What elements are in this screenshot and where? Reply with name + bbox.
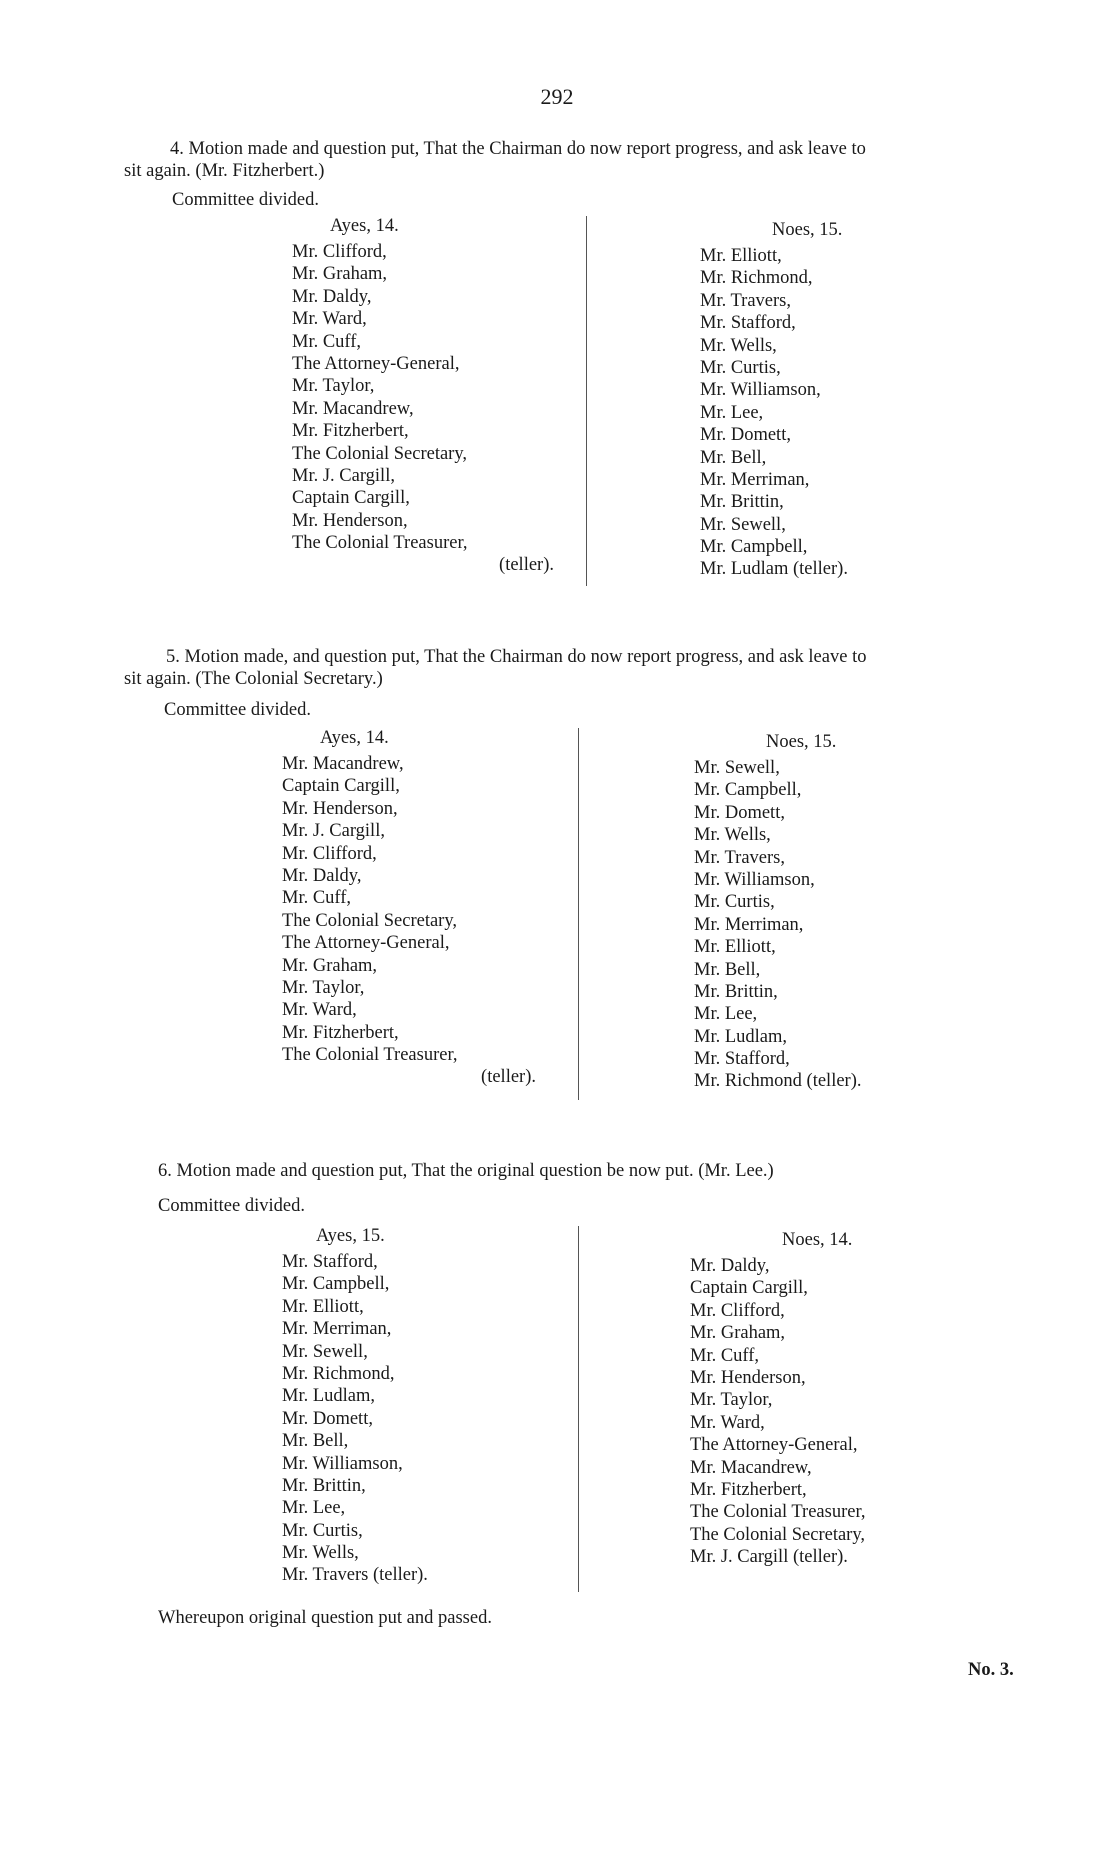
- noes-column: [700, 220, 960, 581]
- division-label: Committee divided.: [164, 700, 311, 720]
- noes-column: [690, 1230, 952, 1568]
- member-name: Mr. Fitzherbert,: [690, 1479, 807, 1500]
- teller-note: (teller).: [499, 555, 554, 576]
- member-name: Mr. Travers (teller).: [282, 1565, 428, 1586]
- member-name: Mr. Henderson,: [292, 510, 408, 531]
- motion-text: [158, 1160, 774, 1182]
- ayes-heading: Ayes, 14.: [320, 728, 389, 748]
- motion-text-line: 4. Motion made and question put, That the Chairman do now report progress, and ask leave to: [170, 139, 866, 159]
- member-name: The Colonial Treasurer,: [690, 1502, 866, 1523]
- member-name: Mr. Curtis,: [694, 892, 775, 913]
- motion-text: [124, 138, 866, 182]
- noes-heading: Noes, 15.: [772, 220, 843, 240]
- teller-note: (teller).: [481, 1067, 536, 1088]
- ayes-heading: Ayes, 15.: [316, 1226, 385, 1246]
- member-name: Mr. Wells,: [694, 825, 771, 846]
- member-name: The Attorney-General,: [282, 933, 450, 954]
- member-name: Mr. Williamson,: [694, 869, 815, 890]
- member-name: Mr. Sewell,: [282, 1341, 368, 1362]
- motion-text-line: sit again. (Mr. Fitzherbert.): [124, 161, 325, 181]
- noes-heading: Noes, 14.: [782, 1230, 853, 1250]
- member-name: Mr. Richmond,: [282, 1363, 395, 1384]
- member-name: Mr. Clifford,: [292, 242, 387, 262]
- column-divider: [578, 728, 579, 1100]
- member-name: Captain Cargill,: [690, 1278, 808, 1299]
- member-name: Mr. Taylor,: [690, 1390, 773, 1411]
- member-name: Mr. Campbell,: [700, 537, 808, 558]
- member-name: Mr. J. Cargill (teller).: [690, 1547, 848, 1568]
- noes-list: [690, 1255, 952, 1568]
- ayes-list: [282, 1251, 532, 1587]
- member-name: The Colonial Secretary,: [690, 1524, 866, 1545]
- member-name: Mr. J. Cargill,: [292, 465, 395, 486]
- ayes-column: [292, 216, 554, 577]
- member-name: Mr. Merriman,: [700, 469, 810, 490]
- motion-text-line: 5. Motion made, and question put, That the Chairman do now report progress, and ask leave to: [166, 647, 867, 667]
- ayes-list: [282, 753, 536, 1066]
- member-name: Mr. Stafford,: [700, 313, 796, 334]
- member-name: Mr. Travers,: [694, 847, 785, 868]
- member-name: Mr. Clifford,: [282, 843, 377, 864]
- member-name: Mr. Merriman,: [694, 914, 804, 935]
- column-divider: [586, 216, 587, 586]
- member-name: Mr. Daldy,: [292, 286, 372, 307]
- member-name: Mr. Ludlam,: [282, 1386, 376, 1407]
- column-divider: [578, 1226, 579, 1592]
- member-name: Mr. Brittin,: [694, 981, 778, 1002]
- page-number: 292: [540, 84, 574, 109]
- member-name: Mr. Bell,: [694, 959, 761, 980]
- member-name: Mr. Williamson,: [700, 380, 821, 401]
- member-name: Mr. Daldy,: [282, 865, 362, 886]
- motion-text: [124, 646, 866, 690]
- member-name: The Attorney-General,: [690, 1435, 858, 1456]
- member-name: Mr. Sewell,: [700, 514, 786, 535]
- member-name: The Colonial Secretary,: [292, 443, 468, 464]
- member-name: The Colonial Secretary,: [282, 910, 458, 931]
- member-name: Mr. Ludlam,: [694, 1026, 788, 1047]
- member-name: Mr. Taylor,: [292, 376, 375, 397]
- member-name: Mr. Ward,: [690, 1412, 765, 1433]
- member-name: Mr. Domett,: [694, 802, 785, 823]
- member-name: Mr. Stafford,: [694, 1049, 790, 1070]
- member-name: Mr. Ward,: [282, 1000, 357, 1021]
- member-name: Mr. Macandrew,: [282, 754, 404, 774]
- closing-statement: Whereupon original question put and passed.: [158, 1608, 492, 1628]
- member-name: Mr. Henderson,: [282, 798, 398, 819]
- noes-column: [694, 732, 954, 1093]
- member-name: Mr. Graham,: [690, 1323, 786, 1344]
- member-name: Mr. Travers,: [700, 290, 791, 311]
- member-name: Mr. Wells,: [282, 1543, 359, 1564]
- noes-heading: Noes, 15.: [766, 732, 837, 752]
- member-name: Mr. Cuff,: [282, 888, 352, 909]
- member-name: Mr. Elliott,: [700, 246, 782, 266]
- member-name: Mr. Brittin,: [282, 1475, 366, 1496]
- member-name: Mr. Merriman,: [282, 1319, 392, 1340]
- member-name: The Attorney-General,: [292, 353, 460, 374]
- noes-list: [694, 757, 954, 1093]
- member-name: Mr. J. Cargill,: [282, 821, 385, 842]
- noes-list: [700, 245, 960, 581]
- member-name: Mr. Lee,: [694, 1004, 758, 1025]
- member-name: Mr. Bell,: [700, 447, 767, 468]
- division-label: Committee divided.: [158, 1196, 305, 1216]
- member-name: Mr. Graham,: [282, 955, 378, 976]
- member-name: Mr. Taylor,: [282, 977, 365, 998]
- motion-text-line: sit again. (The Colonial Secretary.): [124, 669, 383, 689]
- member-name: Mr. Macandrew,: [690, 1457, 812, 1478]
- member-name: Mr. Elliott,: [282, 1296, 364, 1317]
- member-name: Mr. Wells,: [700, 335, 777, 356]
- member-name: Mr. Bell,: [282, 1431, 349, 1452]
- member-name: The Colonial Treasurer,: [292, 533, 468, 554]
- member-name: Mr. Fitzherbert,: [292, 421, 409, 442]
- member-name: Mr. Ludlam (teller).: [700, 559, 848, 580]
- member-name: Mr. Williamson,: [282, 1453, 403, 1474]
- member-name: Mr. Henderson,: [690, 1367, 806, 1388]
- member-name: The Colonial Treasurer,: [282, 1045, 458, 1066]
- member-name: Mr. Domett,: [282, 1408, 373, 1429]
- catchword: No. 3.: [968, 1660, 1014, 1680]
- ayes-column: [282, 1226, 532, 1587]
- member-name: Mr. Curtis,: [282, 1520, 363, 1541]
- ayes-column: [282, 728, 536, 1089]
- member-name: Mr. Richmond,: [700, 268, 813, 289]
- member-name: Mr. Sewell,: [694, 758, 780, 778]
- member-name: Mr. Lee,: [700, 402, 764, 423]
- member-name: Mr. Campbell,: [694, 780, 802, 801]
- member-name: Mr. Ward,: [292, 309, 367, 330]
- ayes-heading: Ayes, 14.: [330, 216, 399, 236]
- division-label: Committee divided.: [172, 190, 319, 210]
- member-name: Mr. Cuff,: [690, 1345, 760, 1366]
- member-name: Mr. Elliott,: [694, 937, 776, 958]
- motion-text-line: 6. Motion made and question put, That the original question be now put. (Mr. Lee.): [158, 1161, 774, 1181]
- member-name: Mr. Brittin,: [700, 492, 784, 513]
- member-name: Mr. Graham,: [292, 264, 388, 285]
- member-name: Mr. Cuff,: [292, 331, 362, 352]
- member-name: Mr. Curtis,: [700, 357, 781, 378]
- member-name: Mr. Daldy,: [690, 1256, 770, 1276]
- member-name: Captain Cargill,: [282, 776, 400, 797]
- member-name: Mr. Clifford,: [690, 1300, 785, 1321]
- member-name: Captain Cargill,: [292, 488, 410, 509]
- member-name: Mr. Macandrew,: [292, 398, 414, 419]
- member-name: Mr. Richmond (teller).: [694, 1071, 862, 1092]
- member-name: Mr. Campbell,: [282, 1274, 390, 1295]
- ayes-list: [292, 241, 554, 554]
- member-name: Mr. Fitzherbert,: [282, 1022, 399, 1043]
- member-name: Mr. Domett,: [700, 425, 791, 446]
- member-name: Mr. Stafford,: [282, 1252, 378, 1272]
- member-name: Mr. Lee,: [282, 1498, 346, 1519]
